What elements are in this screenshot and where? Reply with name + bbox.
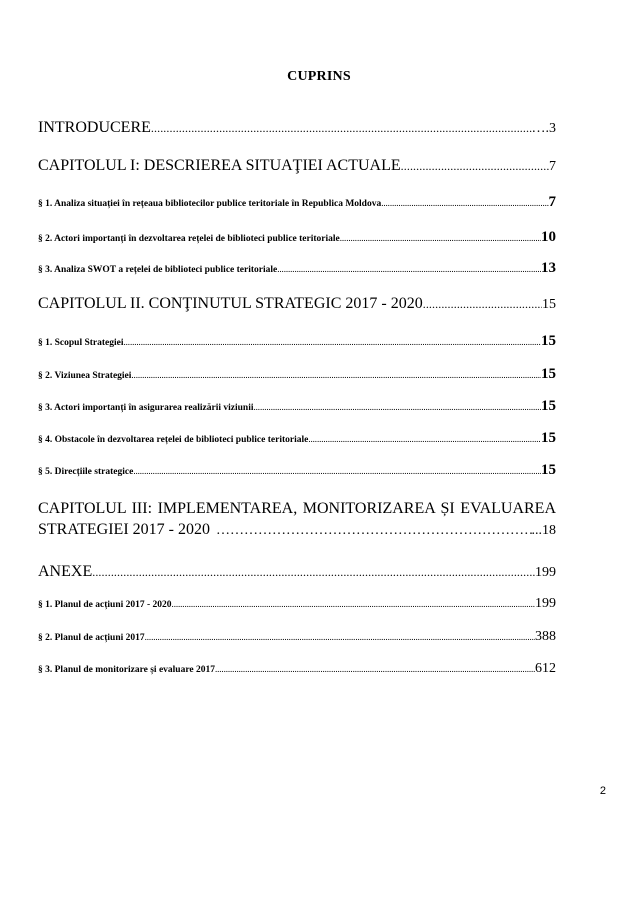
toc-entry-capitolul-1[interactable] [38,157,556,175]
toc-entry-page: 7 [549,159,556,174]
toc-entry-section[interactable] [38,629,556,645]
toc-entry-capitolul-2[interactable] [38,295,556,313]
toc-entry-label: § 3. Analiza SWOT a rețelei de biblioteci publice teritoriale [38,265,278,275]
toc-entry-page: 10 [541,229,556,245]
toc-entry-label: CAPITOLUL I: DESCRIEREA SITUAŢIEI ACTUALE [38,157,401,174]
dot-leader [133,466,541,476]
toc-entry-page: 15 [541,430,556,446]
toc-entry-section[interactable] [38,229,556,246]
dot-leader [151,121,532,136]
dot-leader [308,434,541,444]
dot-leader [215,664,535,674]
toc-entry-section[interactable] [38,462,556,479]
toc-entry-label: § 4. Obstacole în dezvoltarea rețelei de biblioteci publice teritoriale [38,435,309,445]
toc-entry-page: 7 [548,194,556,210]
toc-entry-page: 15 [541,398,556,414]
toc-entry-label: CAPITOLUL II. CONŢINUTUL STRATEGIC 2017 - 2020 [38,295,423,312]
toc-entry-label: § 1. Analiza situației în rețeaua bibliotecilor publice teritoriale în Republica Moldova [38,199,382,209]
dot-leader [340,233,541,243]
dot-leader [145,632,535,642]
toc-entry-page: 15 [542,297,556,312]
dot-leader [172,599,535,609]
toc-entry-label: § 2. Actori importanți în dezvoltarea rețelei de biblioteci publice teritoriale [38,234,340,244]
toc-entry-label: § 2. Viziunea Strategiei [38,371,132,381]
toc-entry-page: ….3 [531,121,556,136]
toc-entry-label: § 2. Planul de acțiuni 2017 [38,633,145,643]
toc-entry-section[interactable] [38,661,556,677]
ellipsis-leader [216,520,532,541]
dot-leader [92,565,535,580]
toc-entry-page: 388 [535,629,556,644]
toc-entry-label: INTRODUCERE [38,119,151,136]
toc-entry-introducere[interactable] [38,119,556,137]
toc-entry-page: 15 [541,366,556,382]
toc-entry-label: ANEXE [38,563,93,580]
toc-entry-label: § 3. Actori importanți în asigurarea realizării viziunii [38,403,254,413]
toc-entry-page: 13 [541,260,556,276]
toc-entry-page: 199 [535,596,556,611]
toc-entry-label: CAPITOLUL III: IMPLEMENTAREA, MONITORIZAREA ȘI EVALUAREA [38,500,556,517]
dot-leader [277,264,541,274]
dot-leader [254,402,542,412]
toc-entry-section[interactable] [38,366,556,383]
toc-entry-section[interactable] [38,333,556,350]
dot-leader [423,297,542,312]
toc-entry-label: § 5. Direcțiile strategice [38,467,134,477]
toc-entry-label-continued: STRATEGIEI 2017 - 2020 [38,521,210,538]
toc-entry-anexe[interactable] [38,563,556,581]
toc-entry-label: § 3. Planul de monitorizare și evaluare 2017 [38,665,215,675]
toc-entry-section[interactable] [38,260,556,277]
toc-entry-section[interactable] [38,430,556,447]
dot-leader [131,370,541,380]
toc-entry-section[interactable] [38,194,556,211]
toc-entry-page: 15 [541,333,556,349]
toc-entry-page: 15 [541,462,556,478]
page-number: 2 [599,785,606,797]
toc-entry-capitolul-3[interactable] [38,498,556,541]
toc-entry-label: § 1. Scopul Strategiei [38,338,124,348]
dot-leader [401,159,549,174]
page-title: CUPRINS [287,69,351,84]
dot-leader [381,198,548,208]
toc-entry-section[interactable] [38,398,556,415]
toc-entry-page: 612 [535,661,556,676]
toc-entry-page: ...18 [531,523,556,538]
toc-entry-label: § 1. Planul de acțiuni 2017 - 2020 [38,600,172,610]
toc-entry-page: 199 [535,565,556,580]
dot-leader [124,337,542,347]
toc-entry-section[interactable] [38,596,556,612]
